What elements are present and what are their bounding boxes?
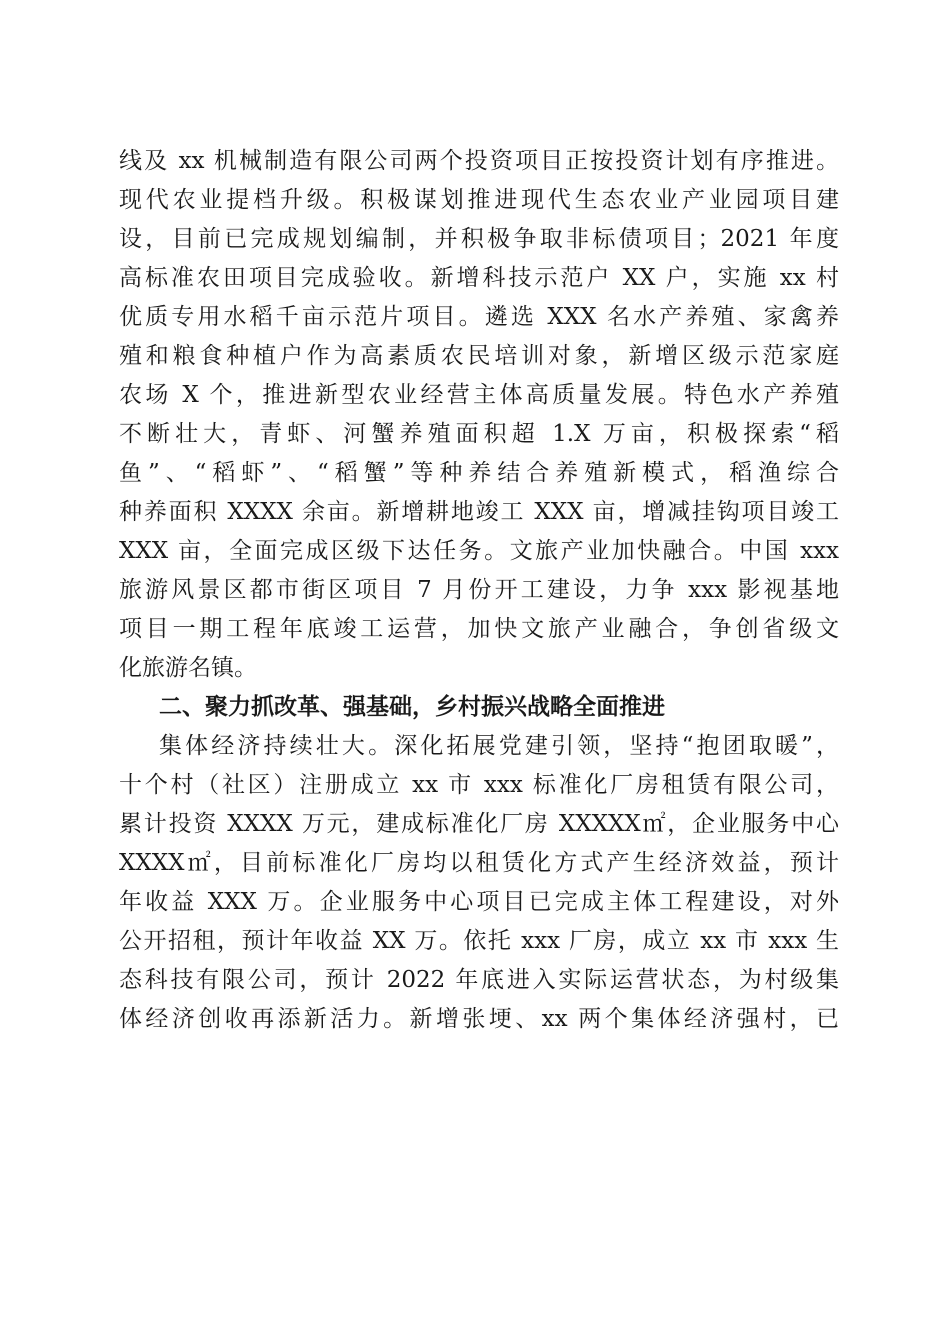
section-heading: 二、聚力抓改革、强基础，乡村振兴战略全面推进	[159, 694, 665, 720]
text-line: 态科技有限公司，预计 2022 年底进入实际运营状态，为村级集	[119, 967, 839, 993]
text-line: 高标准农田项目完成验收。新增科技示范户 XX 户，实施 xx 村	[119, 265, 839, 291]
text-line: 旅游风景区都市街区项目 7 月份开工建设，力争 xxx 影视基地	[119, 577, 839, 603]
text-line: 项目一期工程年底竣工运营，加快文旅产业融合，争创省级文	[119, 616, 839, 642]
text-line: 年收益 XXX 万。企业服务中心项目已完成主体工程建设，对外	[119, 889, 839, 915]
text-line: 殖和粮食种植户作为高素质农民培训对象，新增区级示范家庭	[119, 343, 839, 369]
text-line: 鱼”、“稻虾”、“稻蟹”等种养结合养殖新模式，稻渔综合	[119, 460, 839, 486]
body-text	[119, 142, 839, 1039]
text-line: 现代农业提档升级。积极谋划推进现代生态农业产业园项目建	[119, 187, 839, 213]
text-line: 不断壮大，青虾、河蟹养殖面积超 1.X 万亩，积极探索“稻	[119, 421, 839, 447]
text-line: 线及 xx 机械制造有限公司两个投资项目正按投资计划有序推进。	[119, 148, 839, 174]
text-line: 体经济创收再添新活力。新增张埂、xx 两个集体经济强村，已	[119, 1006, 839, 1032]
text-line: XXXX㎡，目前标准化厂房均以租赁化方式产生经济效益，预计	[119, 850, 839, 876]
text-line: 设，目前已完成规划编制，并积极争取非标债项目；2021 年度	[119, 226, 839, 252]
text-line: 十个村（社区）注册成立 xx 市 xxx 标准化厂房租赁有限公司，	[119, 772, 839, 798]
text-line: 农场 X 个，推进新型农业经营主体高质量发展。特色水产养殖	[119, 382, 839, 408]
paragraph-1	[119, 142, 839, 688]
text-line: 公开招租，预计年收益 XX 万。依托 xxx 厂房，成立 xx 市 xxx 生	[119, 928, 839, 954]
text-line: 优质专用水稻千亩示范片项目。遴选 XXX 名水产养殖、家禽养	[119, 304, 839, 330]
text-line: 种养面积 XXXX 余亩。新增耕地竣工 XXX 亩，增减挂钩项目竣工	[119, 499, 839, 525]
paragraph-2	[119, 727, 839, 1039]
text-line: XXX 亩，全面完成区级下达任务。文旅产业加快融合。中国 xxx	[119, 538, 839, 564]
text-line: 累计投资 XXXX 万元，建成标准化厂房 XXXXX㎡，企业服务中心	[119, 811, 839, 837]
text-line: 集体经济持续壮大。深化拓展党建引领，坚持“抱团取暖”，	[159, 733, 839, 759]
text-line: 化旅游名镇。	[119, 655, 257, 681]
